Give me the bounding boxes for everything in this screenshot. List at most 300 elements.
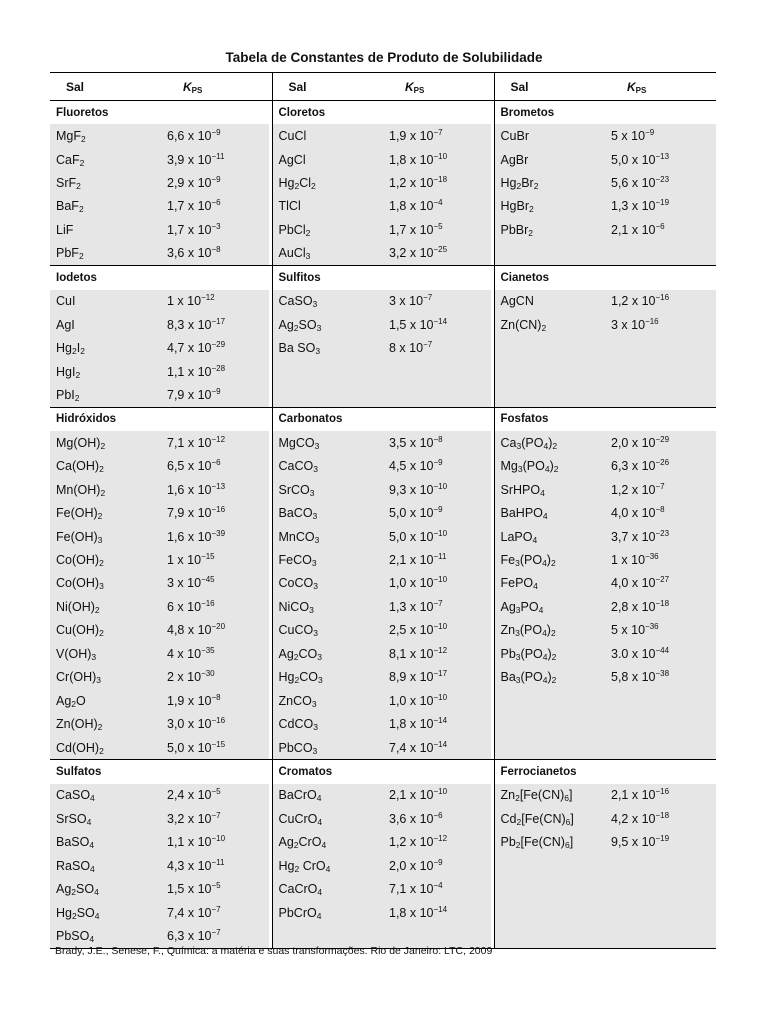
kps-value-cell — [161, 195, 272, 218]
salt-formula-cell — [50, 383, 161, 407]
formula-text: V(OH) — [56, 646, 92, 661]
kps-value-cell — [161, 336, 272, 359]
salt-formula-cell — [494, 525, 605, 548]
formula-text: PbCO — [278, 740, 313, 755]
salt-formula-cell — [272, 901, 383, 924]
group-heading: Carbonatos — [272, 407, 383, 431]
formula-text: Hg — [278, 670, 295, 685]
formula-text: HgI — [56, 364, 76, 379]
formula-text: CuBr — [500, 129, 529, 144]
salt-formula-cell — [494, 924, 605, 948]
kps-value-cell — [383, 642, 494, 665]
formula-subscript: 3 — [515, 651, 521, 662]
table-row — [50, 666, 716, 689]
salt-formula-cell — [50, 807, 161, 830]
kps-mantissa: 1,1 x 10 — [167, 835, 212, 850]
kps-mantissa: 1 x 10 — [167, 294, 202, 309]
salt-formula-cell — [494, 666, 605, 689]
kps-mantissa: 1,8 x 10 — [389, 199, 434, 214]
formula-text: Ag — [56, 693, 72, 708]
formula-text: SO — [76, 882, 95, 897]
formula-text: Hg — [56, 341, 72, 356]
kps-value-cell — [161, 171, 272, 194]
kps-value-cell — [605, 807, 716, 830]
kps-value-cell — [383, 478, 494, 501]
kps-mantissa: 1,8 x 10 — [389, 152, 434, 167]
kps-value-cell — [605, 525, 716, 548]
kps-exponent: −12 — [211, 434, 226, 444]
kps-value-cell — [383, 619, 494, 642]
formula-subscript: 3 — [311, 558, 317, 569]
kps-mantissa: 2,8 x 10 — [611, 599, 656, 614]
formula-subscript: 2 — [97, 511, 103, 522]
salt-formula-cell — [494, 455, 605, 478]
formula-text: SO — [76, 905, 95, 920]
kps-exponent: −9 — [211, 175, 221, 185]
kps-mantissa: 3 x 10 — [389, 294, 424, 309]
kps-value-cell — [605, 666, 716, 689]
kps-value-cell — [383, 195, 494, 218]
group-heading: Cianetos — [494, 266, 605, 290]
kps-value-cell — [161, 831, 272, 854]
kps-mantissa: 1,2 x 10 — [611, 294, 656, 309]
salt-formula-cell — [50, 360, 161, 383]
kps-exponent: −11 — [433, 552, 447, 562]
salt-formula-cell — [494, 148, 605, 171]
formula-subscript: 4 — [317, 816, 323, 827]
kps-exponent: −6 — [433, 810, 443, 820]
formula-subscript: 2 — [71, 910, 77, 921]
salt-formula-cell — [50, 501, 161, 524]
kps-mantissa: 4,7 x 10 — [167, 341, 212, 356]
kps-exponent: −18 — [655, 598, 670, 608]
kps-value-cell — [383, 218, 494, 241]
salt-formula-cell — [272, 666, 383, 689]
kps-mantissa: 1,7 x 10 — [389, 222, 434, 237]
formula-text: CaCO — [278, 459, 314, 474]
kps-exponent: −7 — [433, 128, 443, 138]
kps-exponent: −7 — [211, 810, 221, 820]
kps-value-cell — [383, 525, 494, 548]
salt-formula-cell — [272, 854, 383, 877]
kps-value-cell — [383, 124, 494, 147]
formula-text: Ni(OH) — [56, 599, 95, 614]
salt-formula-cell — [494, 572, 605, 595]
kps-value-cell — [161, 784, 272, 807]
formula-subscript: 2 — [71, 346, 77, 357]
kps-value-cell — [161, 124, 272, 147]
formula-subscript: 2 — [294, 863, 300, 874]
kps-mantissa: 7,4 x 10 — [167, 905, 212, 920]
kps-exponent: −44 — [655, 645, 670, 655]
kps-exponent: −38 — [655, 669, 670, 679]
kps-mantissa: 6 x 10 — [167, 599, 202, 614]
kps-value-cell — [605, 548, 716, 571]
kps-value-cell — [383, 712, 494, 735]
salt-formula-cell — [494, 548, 605, 571]
kps-exponent: −7 — [655, 481, 665, 491]
kps-mantissa: 5,0 x 10 — [389, 529, 434, 544]
kps-exponent: −4 — [433, 198, 443, 208]
kps-mantissa: 1,3 x 10 — [389, 599, 434, 614]
table-row — [50, 383, 716, 407]
header-row — [50, 73, 716, 101]
table-row — [50, 336, 716, 359]
salt-formula-cell — [50, 854, 161, 877]
kps-mantissa: 3,9 x 10 — [167, 152, 212, 167]
salt-formula-cell — [494, 877, 605, 900]
kps-exponent: −8 — [211, 245, 221, 255]
salt-formula-cell — [494, 854, 605, 877]
formula-subscript: 3 — [313, 722, 318, 733]
kps-exponent: −5 — [433, 221, 443, 231]
formula-subscript: 2 — [293, 840, 299, 851]
group-heading-row — [50, 266, 716, 290]
salt-formula-cell — [494, 712, 605, 735]
table-row — [50, 619, 716, 642]
formula-subscript: 4 — [89, 934, 95, 945]
formula-subscript: 3 — [313, 581, 318, 592]
formula-text: PbCrO — [278, 905, 317, 920]
formula-subscript: 2 — [94, 604, 100, 615]
kps-mantissa: 1,8 x 10 — [389, 717, 434, 732]
formula-text: PbCl — [278, 222, 306, 237]
formula-subscript: 2 — [74, 392, 80, 403]
salt-formula-cell — [494, 360, 605, 383]
table-body — [50, 101, 716, 949]
formula-subscript: 2 — [293, 651, 299, 662]
kps-exponent: −7 — [211, 904, 221, 914]
kps-value-cell — [161, 548, 272, 571]
salt-formula-cell — [494, 195, 605, 218]
group-heading-spacer — [161, 101, 272, 125]
kps-exponent: −23 — [655, 528, 670, 538]
source-reference: Brady, J.E., Senese, F., Química: a matéria e suas transformações. Rio de Janeiro: LTC, 2009 — [55, 945, 493, 957]
formula-text: Cl — [299, 176, 312, 191]
kps-mantissa: 4,5 x 10 — [389, 459, 434, 474]
kps-mantissa: 3,2 x 10 — [167, 811, 212, 826]
formula-text: Ba — [500, 670, 516, 685]
kps-exponent: −10 — [433, 575, 448, 585]
table-row — [50, 548, 716, 571]
formula-text: ) — [546, 553, 551, 568]
kps-mantissa: 5,0 x 10 — [389, 506, 434, 521]
salt-formula-cell — [50, 431, 161, 454]
formula-subscript: 4 — [94, 910, 100, 921]
table-row — [50, 501, 716, 524]
formula-text: SrF — [56, 176, 77, 191]
formula-text: AgBr — [500, 152, 529, 167]
formula-text: ] — [569, 835, 574, 850]
salt-formula-cell — [494, 242, 605, 266]
kps-value-cell — [605, 501, 716, 524]
kps-mantissa: 8,3 x 10 — [167, 317, 212, 332]
formula-subscript: 2 — [71, 887, 77, 898]
formula-text: (PO — [522, 459, 545, 474]
kps-mantissa: 1,2 x 10 — [389, 835, 434, 850]
formula-subscript: 3 — [309, 487, 315, 498]
kps-value-cell — [161, 478, 272, 501]
kps-exponent: −13 — [211, 481, 226, 491]
kps-exponent: −16 — [645, 316, 659, 326]
formula-subscript: 3 — [305, 251, 311, 262]
table-row — [50, 877, 716, 900]
formula-subscript: 3 — [96, 675, 101, 686]
formula-subscript: 2 — [100, 440, 106, 451]
kps-value-cell — [383, 595, 494, 618]
solubility-table-container — [50, 72, 716, 949]
kps-exponent: −10 — [211, 834, 226, 844]
kps-exponent: −14 — [433, 716, 448, 726]
kps-exponent: −5 — [211, 787, 221, 797]
kps-exponent: −7 — [211, 928, 221, 938]
kps-value-cell — [605, 455, 716, 478]
kps-value-cell — [383, 501, 494, 524]
formula-subscript: 4 — [542, 651, 548, 662]
formula-text: CrO — [299, 858, 326, 873]
table-row — [50, 431, 716, 454]
formula-text: CuI — [56, 294, 76, 309]
kps-mantissa: 3 x 10 — [611, 317, 646, 332]
formula-text: Br — [521, 176, 534, 191]
formula-text: AgI — [56, 317, 75, 332]
formula-subscript: 2 — [294, 181, 300, 192]
formula-subscript: 2 — [515, 840, 521, 851]
formula-text: PbBr — [500, 222, 529, 237]
table-row — [50, 831, 716, 854]
formula-text: Ca — [500, 435, 517, 450]
kps-value-cell — [161, 877, 272, 900]
kps-exponent: −14 — [433, 904, 448, 914]
kps-mantissa: 1,2 x 10 — [611, 482, 656, 497]
kps-mantissa: 4,8 x 10 — [167, 623, 212, 638]
kps-value-cell — [383, 666, 494, 689]
formula-subscript: 4 — [542, 628, 547, 639]
kps-exponent: −9 — [433, 458, 443, 468]
formula-subscript: 4 — [325, 863, 331, 874]
kps-mantissa: 1,7 x 10 — [167, 199, 212, 214]
group-heading-spacer — [161, 407, 272, 431]
formula-text: ) — [548, 435, 553, 450]
kps-value-cell — [605, 478, 716, 501]
formula-subscript: 2 — [71, 698, 77, 709]
salt-formula-cell — [50, 455, 161, 478]
kps-value-cell — [605, 313, 716, 336]
kps-exponent: −29 — [655, 434, 670, 444]
formula-subscript: 2 — [99, 628, 104, 639]
kps-mantissa: 3.0 x 10 — [611, 646, 656, 661]
kps-value-cell — [383, 336, 494, 359]
salt-formula-cell — [272, 148, 383, 171]
kps-value-cell — [383, 736, 494, 760]
kps-mantissa: 7,9 x 10 — [167, 387, 212, 402]
column-header-kps: $K_{PS}$ — [161, 73, 272, 101]
kps-value-cell — [161, 712, 272, 735]
kps-mantissa: 1,2 x 10 — [389, 176, 434, 191]
kps-mantissa: 3 x 10 — [167, 576, 202, 591]
kps-value-cell — [383, 831, 494, 854]
formula-text: PbI — [56, 387, 75, 402]
kps-value-cell — [383, 854, 494, 877]
formula-text: FeCO — [278, 553, 312, 568]
kps-mantissa: 1,3 x 10 — [611, 199, 656, 214]
formula-text: [Fe(CN) — [520, 835, 565, 850]
table-row — [50, 478, 716, 501]
formula-text: O — [76, 693, 86, 708]
salt-formula-cell — [50, 712, 161, 735]
kps-exponent: −7 — [433, 598, 443, 608]
kps-value-cell — [605, 242, 716, 266]
formula-text: SrHPO — [500, 482, 541, 497]
formula-subscript: 4 — [94, 887, 99, 898]
kps-exponent: −23 — [655, 175, 670, 185]
formula-text: [Fe(CN) — [519, 788, 565, 803]
kps-value-cell — [161, 642, 272, 665]
kps-value-cell — [161, 689, 272, 712]
formula-text: CrO — [298, 835, 322, 850]
kps-mantissa: 1,7 x 10 — [167, 222, 212, 237]
table-row — [50, 572, 716, 595]
kps-mantissa: 2,4 x 10 — [167, 788, 212, 803]
kps-mantissa: 1,6 x 10 — [167, 482, 212, 497]
kps-mantissa: 2,1 x 10 — [611, 222, 656, 237]
salt-formula-cell — [50, 148, 161, 171]
salt-formula-cell — [50, 689, 161, 712]
kps-mantissa: 4 x 10 — [167, 646, 202, 661]
formula-text: CuCl — [278, 129, 307, 144]
group-heading: Iodetos — [50, 266, 161, 290]
formula-subscript: 2 — [311, 181, 316, 192]
salt-formula-cell — [494, 478, 605, 501]
formula-subscript: 2 — [99, 464, 104, 475]
salt-formula-cell — [494, 124, 605, 147]
formula-text: TlCl — [278, 199, 301, 214]
salt-formula-cell — [494, 642, 605, 665]
kps-mantissa: 2,9 x 10 — [167, 176, 212, 191]
kps-mantissa: 5,0 x 10 — [167, 740, 212, 755]
table-row — [50, 360, 716, 383]
formula-subscript: 4 — [86, 816, 92, 827]
formula-text: Pb — [500, 835, 516, 850]
formula-subscript: 3 — [315, 346, 321, 357]
kps-mantissa: 1,6 x 10 — [167, 529, 212, 544]
kps-mantissa: 9,5 x 10 — [611, 835, 656, 850]
formula-text: AgCN — [500, 294, 534, 309]
formula-text: SrCO — [278, 482, 310, 497]
formula-subscript: 2 — [294, 675, 300, 686]
kps-exponent: −7 — [423, 340, 433, 350]
kps-exponent: −30 — [201, 669, 215, 679]
group-heading: Cloretos — [272, 101, 383, 125]
formula-text: CaSO — [56, 788, 91, 803]
formula-text: Co(OH) — [56, 576, 100, 591]
salt-formula-cell — [272, 642, 383, 665]
salt-formula-cell — [494, 383, 605, 407]
kps-value-cell — [161, 807, 272, 830]
kps-value-cell — [605, 619, 716, 642]
kps-value-cell — [605, 290, 716, 313]
kps-value-cell — [383, 383, 494, 407]
group-heading-row — [50, 407, 716, 431]
table-row — [50, 854, 716, 877]
formula-text: MgCO — [278, 435, 315, 450]
kps-exponent: −8 — [433, 434, 443, 444]
group-heading-spacer — [383, 407, 494, 431]
salt-formula-cell — [272, 689, 383, 712]
formula-subscript: 2 — [78, 251, 84, 262]
kps-exponent: −13 — [655, 151, 670, 161]
formula-text: CO — [299, 670, 318, 685]
group-heading-spacer — [161, 266, 272, 290]
kps-value-cell — [161, 455, 272, 478]
kps-mantissa: 8 x 10 — [389, 341, 424, 356]
formula-text: FePO — [500, 576, 534, 591]
formula-subscript: 2 — [550, 558, 556, 569]
kps-mantissa: 1,8 x 10 — [389, 905, 434, 920]
salt-formula-cell — [494, 901, 605, 924]
formula-subscript: 2 — [76, 181, 81, 192]
formula-text: SrSO — [56, 811, 87, 826]
formula-subscript: 3 — [314, 440, 320, 451]
salt-formula-cell — [50, 901, 161, 924]
salt-formula-cell — [272, 171, 383, 194]
kps-mantissa: 3,6 x 10 — [389, 811, 434, 826]
kps-exponent: −10 — [433, 528, 448, 538]
formula-subscript: 2 — [528, 204, 534, 215]
formula-text: BaCO — [278, 506, 313, 521]
kps-mantissa: 1,5 x 10 — [167, 882, 212, 897]
kps-exponent: −19 — [655, 834, 670, 844]
salt-formula-cell — [272, 360, 383, 383]
group-heading-spacer — [605, 101, 716, 125]
formula-text: ] — [569, 788, 573, 803]
kps-exponent: −9 — [211, 128, 221, 138]
formula-subscript: 4 — [538, 604, 544, 615]
kps-value-cell — [383, 901, 494, 924]
formula-subscript: 3 — [515, 628, 520, 639]
salt-formula-cell — [272, 124, 383, 147]
kps-mantissa: 2,0 x 10 — [389, 858, 434, 873]
kps-exponent: −16 — [211, 505, 226, 515]
kps-value-cell — [605, 336, 716, 359]
kps-exponent: −18 — [433, 175, 448, 185]
kps-exponent: −16 — [201, 598, 215, 608]
kps-mantissa: 1,9 x 10 — [389, 129, 434, 144]
group-heading: Ferrocianetos — [494, 760, 605, 784]
column-header-kps: $K_{PS}$ — [627, 79, 647, 95]
kps-mantissa: 2 x 10 — [167, 670, 202, 685]
kps-mantissa: 5,6 x 10 — [611, 176, 656, 191]
kps-mantissa: 3,2 x 10 — [389, 246, 434, 261]
salt-formula-cell — [272, 195, 383, 218]
salt-formula-cell — [494, 431, 605, 454]
salt-formula-cell — [50, 218, 161, 241]
salt-formula-cell — [50, 124, 161, 147]
formula-subscript: 2 — [516, 181, 522, 192]
formula-subscript: 3 — [314, 534, 320, 545]
formula-text: AgCl — [278, 152, 306, 167]
kps-value-cell — [605, 124, 716, 147]
formula-text: ZnCO — [278, 693, 312, 708]
salt-formula-cell — [494, 831, 605, 854]
formula-text: Ag — [56, 882, 72, 897]
formula-text: MgF — [56, 129, 81, 144]
salt-formula-cell — [494, 336, 605, 359]
table-row — [50, 595, 716, 618]
kps-value-cell — [605, 924, 716, 948]
kps-exponent: −28 — [211, 363, 226, 373]
table-row — [50, 124, 716, 147]
